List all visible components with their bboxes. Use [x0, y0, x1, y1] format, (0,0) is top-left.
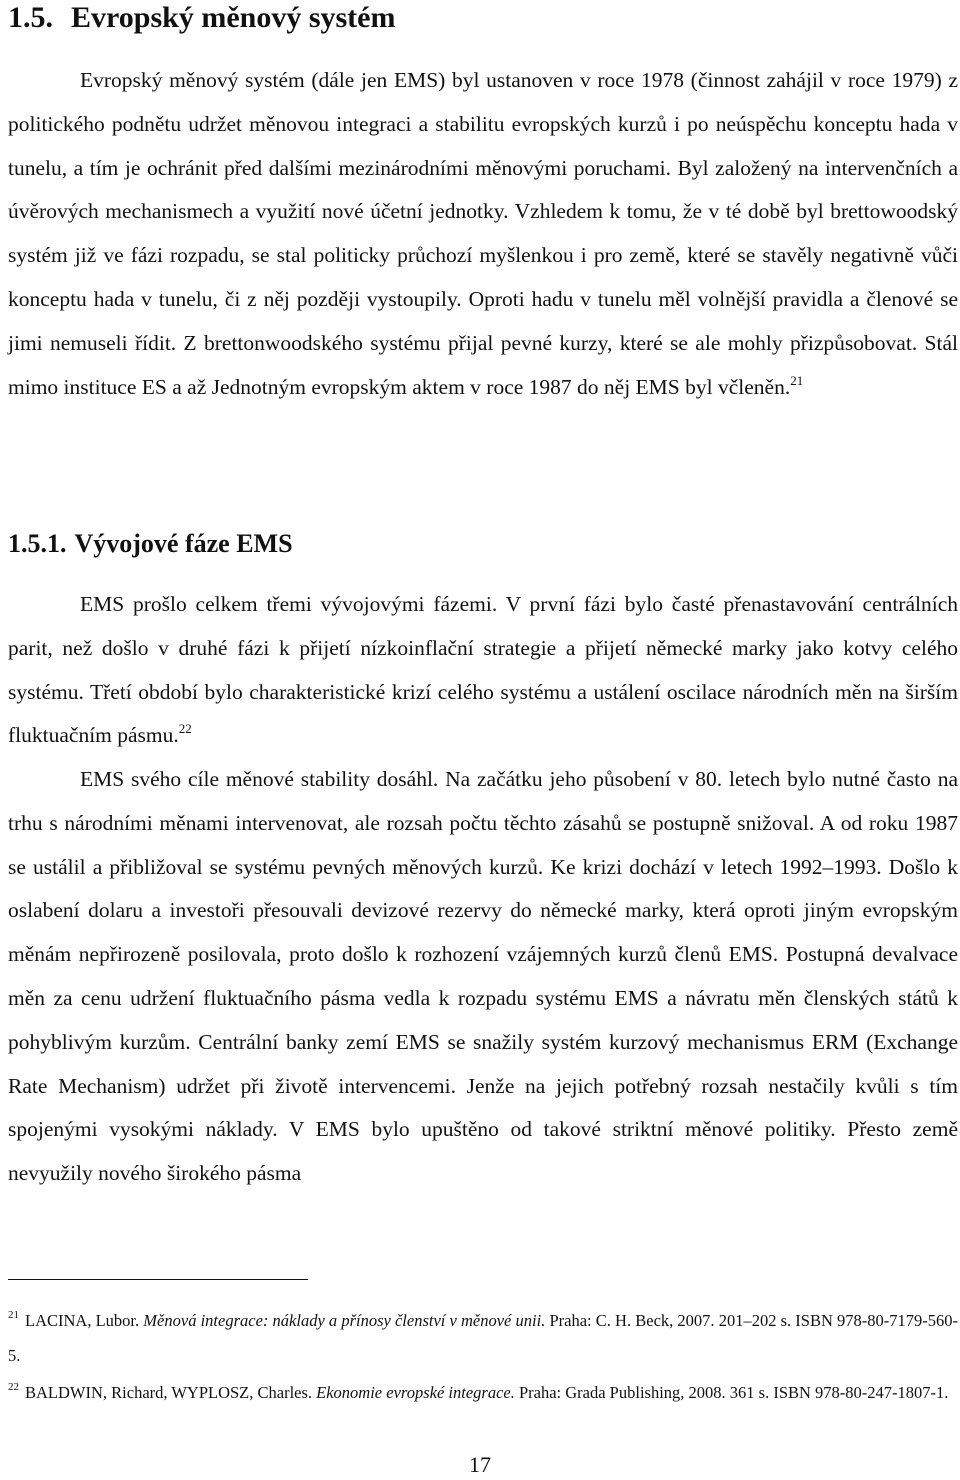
footnote-details: Praha: Grada Publishing, 2008. 361 s. ISBN 978-80-247-1807-1.: [518, 1383, 949, 1402]
page-number: 17: [469, 1452, 491, 1477]
footnote-number: 21: [8, 1309, 19, 1321]
footnote-22: [8, 1375, 958, 1410]
subsection-number: 1.5.1.: [8, 529, 67, 558]
paragraph-1-text: Evropský měnový systém (dále jen EMS) byl ustanoven v roce 1978 (činnost zahájil v roce 1979) z politického podnětu udržet měnovou integraci a stabilitu evropských kurzů i po neúspěchu konceptu hada v tunelu, a tím je ochránit před dalšími mezinárodními měnovými poruchami. Byl založený na intervenčních a úvěrových mechanismech a využití nové účetní jednotky. Vzhledem k tomu, že v té době byl brettowoodský systém již ve fázi rozpadu, se stal politicky průchozí myšlenkou i pro země, které se stavěly negativně vůči konceptu hada v tunelu, či z něj později vystoupily. Oproti hadu v tunelu měl volnější pravidla a členové se jimi nemuseli řídit. Z brettonwoodského systému přijal pevné kurzy, které se ale mohly přizpůsobovat. Stál mimo instituce ES a až Jednotným evropským aktem v roce 1987 do něj EMS byl včleněn.: [8, 68, 958, 399]
paragraph-2: [8, 583, 958, 758]
footnote-separator: [8, 1279, 308, 1280]
footnote-ref-22[interactable]: 22: [178, 721, 192, 737]
subsection-title: Vývojové fáze EMS: [74, 529, 293, 558]
footnote-details: Praha: C. H. Beck, 2007. 201–202 s. ISBN 978-80-7179-560-5.: [8, 1311, 959, 1365]
paragraph-3: [8, 758, 958, 1196]
footnote-number: 22: [8, 1381, 19, 1393]
subsection-heading: [8, 527, 293, 561]
paragraph-3-text: EMS svého cíle měnové stability dosáhl. Na začátku jeho působení v 80. letech bylo nutné často na trhu s národními měnami intervenovat, ale rozsah počtu těchto zásahů se postupně snižoval. A od roku 1987 se ustálil a přibližoval se systému pevných měnových kurzů. Ke krizi dochází v letech 1992–1993. Došlo k oslabení dolaru a investoři přesouvali devizové rezervy do německé marky, která oproti jiným evropským měnám nepřirozeně posilovala, proto došlo k rozhození vzájemných kurzů členů EMS. Postupná devalvace měn za cenu udržení fluktuačního pásma vedla k rozpadu systému EMS a návratu měn členských států k pohyblivým kurzům. Centrální banky zemí EMS se snažily systém kurzový mechanismus ERM (Exchange Rate Mechanism) udržet při životě intervencemi. Jenže na jejich potřebný rozsah nestačily kvůli s tím spojenými vysokými náklady. V EMS bylo upuštěno od takové striktní měnové politiky. Přesto země nevyužily nového širokého pásma: [8, 767, 958, 1186]
footnote-book-title: Ekonomie evropské integrace.: [316, 1383, 515, 1402]
footnote-author: BALDWIN, Richard, WYPLOSZ, Charles.: [25, 1383, 313, 1402]
footnote-ref-21[interactable]: 21: [790, 372, 804, 388]
section-title: Evropský měnový systém: [71, 1, 396, 34]
section-heading: [8, 0, 395, 36]
footnote-author: LACINA, Lubor.: [25, 1311, 140, 1330]
section-number: 1.5.: [8, 1, 53, 34]
paragraph-1: [8, 59, 958, 409]
paragraph-2-text: EMS prošlo celkem třemi vývojovými fázemi. V první fázi bylo časté přenastavování centrálních parit, než došlo v druhé fázi k přijetí nízkoinflační strategie a přijetí německé marky jako kotvy celého systému. Třetí období bylo charakteristické krizí celého systému a ustálení oscilace národních měn na širším fluktuačním pásmu.: [8, 592, 958, 748]
footnote-21: [8, 1303, 958, 1373]
footnote-book-title: Měnová integrace: náklady a přínosy členství v měnové unii.: [143, 1311, 546, 1330]
